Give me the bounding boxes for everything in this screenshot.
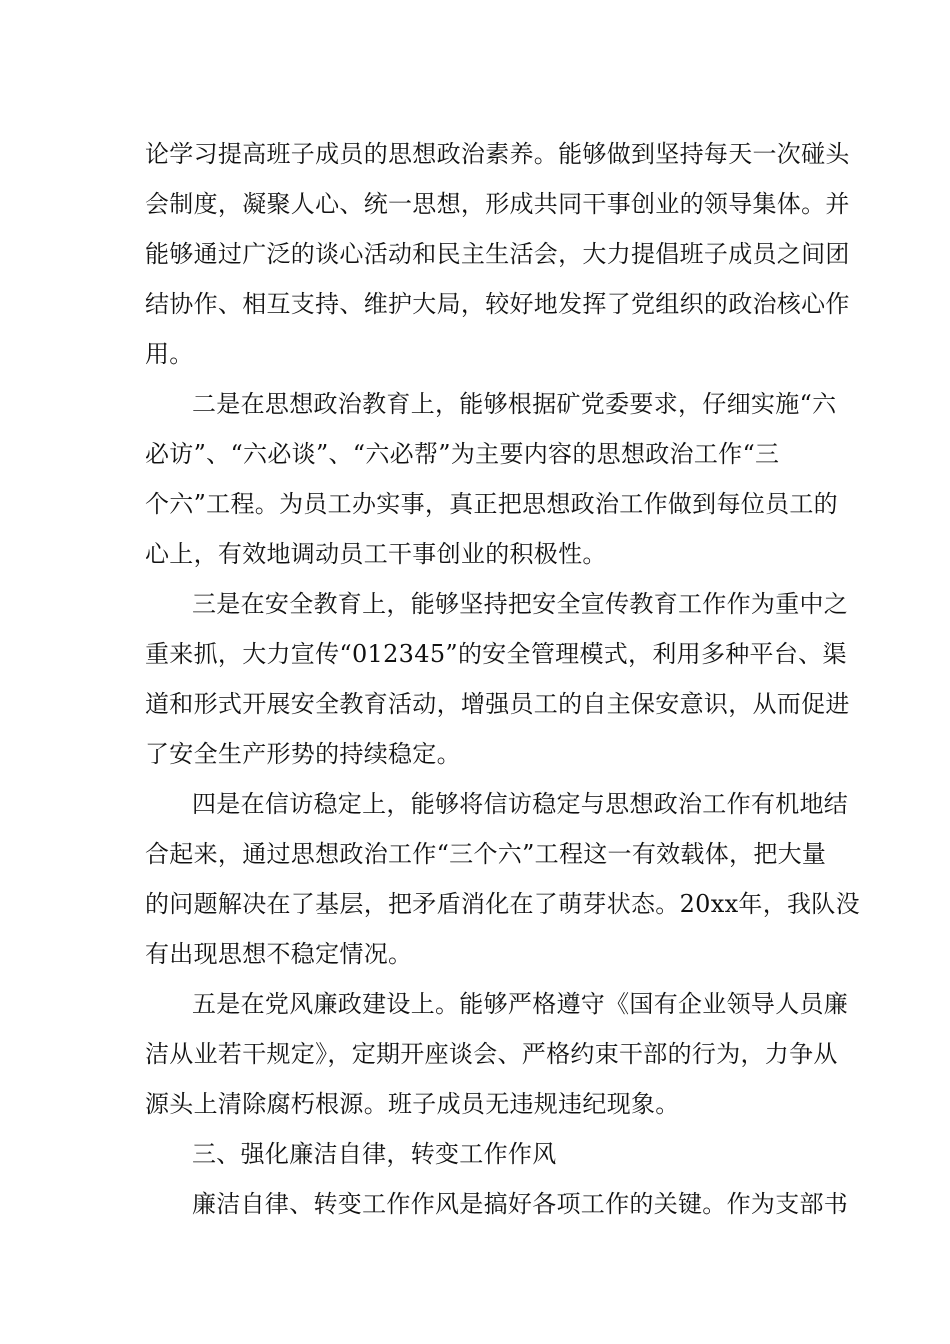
text-line: 合起来，通过思想政治工作“三个六”工程这一有效载体，把大量	[145, 840, 827, 868]
text-line: 会制度，凝聚人心、统一思想，形成共同干事创业的领导集体。并	[145, 190, 850, 218]
text-line: 的问题解决在了基层，把矛盾消化在了萌芽状态。20xx年，我队没	[145, 890, 860, 918]
text-line: 心上，有效地调动员工干事创业的积极性。	[145, 540, 607, 568]
text-line: 了安全生产形势的持续稳定。	[145, 740, 461, 768]
paragraph-start-line: 二是在思想政治教育上，能够根据矿党委要求，仔细实施“六	[192, 390, 837, 418]
text-line: 洁从业若干规定》，定期开座谈会、严格约束干部的行为，力争从	[145, 1040, 838, 1068]
text-line: 能够通过广泛的谈心活动和民主生活会，大力提倡班子成员之间团	[145, 240, 850, 268]
paragraph-start-line: 四是在信访稳定上，能够将信访稳定与思想政治工作有机地结	[192, 790, 849, 818]
paragraph-start-line: 三是在安全教育上，能够坚持把安全宣传教育工作作为重中之	[192, 590, 849, 618]
text-line: 论学习提高班子成员的思想政治素养。能够做到坚持每天一次碰头	[145, 140, 850, 168]
text-line: 个六”工程。为员工办实事，真正把思想政治工作做到每位员工的	[145, 490, 838, 518]
text-line: 道和形式开展安全教育活动，增强员工的自主保安意识，从而促进	[145, 690, 850, 718]
text-line: 源头上清除腐朽根源。班子成员无违规违纪现象。	[145, 1090, 680, 1118]
paragraph-start-line: 五是在党风廉政建设上。能够严格遵守《国有企业领导人员廉	[192, 990, 849, 1018]
text-line: 有出现思想不稳定情况。	[145, 940, 413, 968]
text-line: 重来抓，大力宣传“012345”的安全管理模式，利用多种平台、渠	[145, 640, 847, 668]
paragraph-start-line: 廉洁自律、转变工作作风是搞好各项工作的关键。作为支部书	[192, 1190, 849, 1218]
text-line: 结协作、相互支持、维护大局，较好地发挥了党组织的政治核心作	[145, 290, 850, 318]
text-line: 用。	[145, 340, 194, 368]
section-heading: 三、强化廉洁自律，转变工作作风	[192, 1140, 557, 1168]
text-line: 必访”、“六必谈”、“六必帮”为主要内容的思想政治工作“三	[145, 440, 780, 468]
